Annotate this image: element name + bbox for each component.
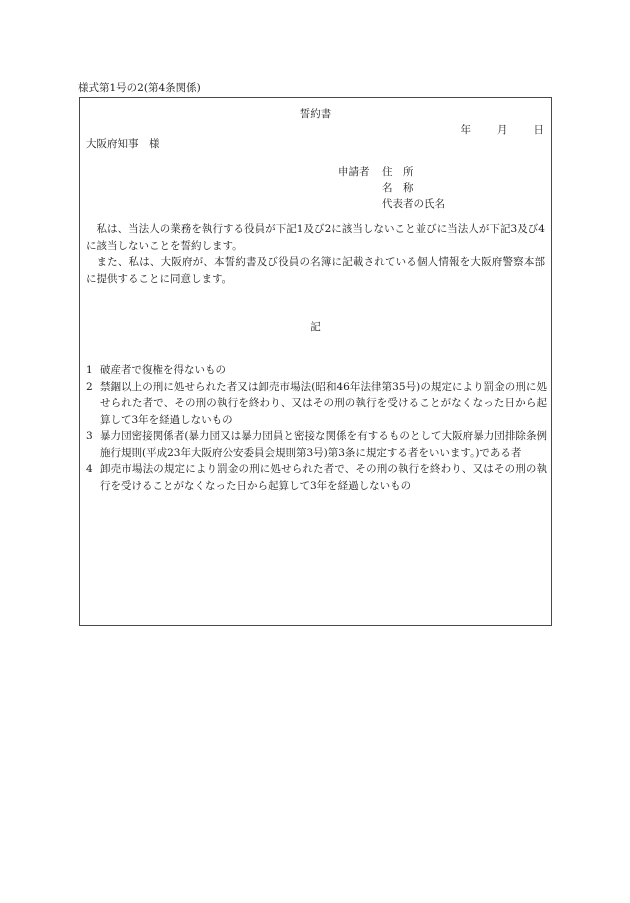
form-number: 様式第1号の2(第4条関係) (78, 82, 201, 94)
representative-label: 代表者の氏名 (382, 198, 445, 210)
document-title: 誓約書 (299, 108, 332, 120)
applicant-block (338, 164, 445, 212)
item-text: 破産者で復権を得ないもの (100, 364, 226, 376)
applicant-address-row (338, 164, 445, 180)
item-number: 2 (86, 380, 93, 393)
pledge-text (86, 221, 545, 287)
applicant-label: 申請者 (338, 166, 370, 178)
date-year-label: 年 (460, 124, 471, 136)
date-day-label: 日 (533, 124, 544, 136)
addressee: 大阪府知事 様 (86, 138, 160, 150)
item-text: 暴力団密接関係者(暴力団又は暴力団員と密接な関係を有するものとして大阪府暴力団排除条例施行規則(平成23年大阪府公安委員会規則第3号)第3条に規定する者をいいます。)である者 (100, 430, 547, 459)
item-text: 禁錮以上の刑に処せられた者又は卸売市場法(昭和46年法律第35号)の規定により罰金の刑に処せられた者で、その刑の執行を終わり、又はその刑の執行を受けることがなくなった日から起算して3年を経過しないもの (100, 380, 547, 426)
list-item (86, 379, 547, 429)
name-label: 名 称 (382, 182, 414, 194)
disqualification-list (86, 362, 547, 494)
list-item (86, 362, 547, 379)
consent-paragraph: また、私は、大阪府が、本誓約書及び役員の名簿に記載されている個人情報を大阪府警察本部に提供することに同意します。 (86, 256, 545, 285)
item-text: 卸売市場法の規定により罰金の刑に処せられた者で、その刑の執行を終わり、又はその刑の執行を受けることがなくなった日から起算して3年を経過しないもの (100, 463, 547, 492)
date-line (433, 122, 545, 139)
item-number: 1 (86, 364, 93, 376)
applicant-name-row (338, 180, 445, 196)
date-month-label: 月 (497, 124, 508, 136)
ki-heading: 記 (310, 321, 321, 333)
address-label: 住 所 (382, 166, 414, 178)
pledge-document-frame (79, 97, 552, 626)
item-number: 4 (86, 463, 93, 475)
item-number: 3 (86, 430, 93, 442)
list-item (86, 461, 547, 494)
pledge-paragraph: 私は、当法人の業務を執行する役員が下記1及び2に該当しないこと並びに当法人が下記3及び4に該当しないことを誓約します。 (86, 223, 545, 252)
applicant-representative-row (338, 196, 445, 212)
list-item (86, 428, 547, 461)
